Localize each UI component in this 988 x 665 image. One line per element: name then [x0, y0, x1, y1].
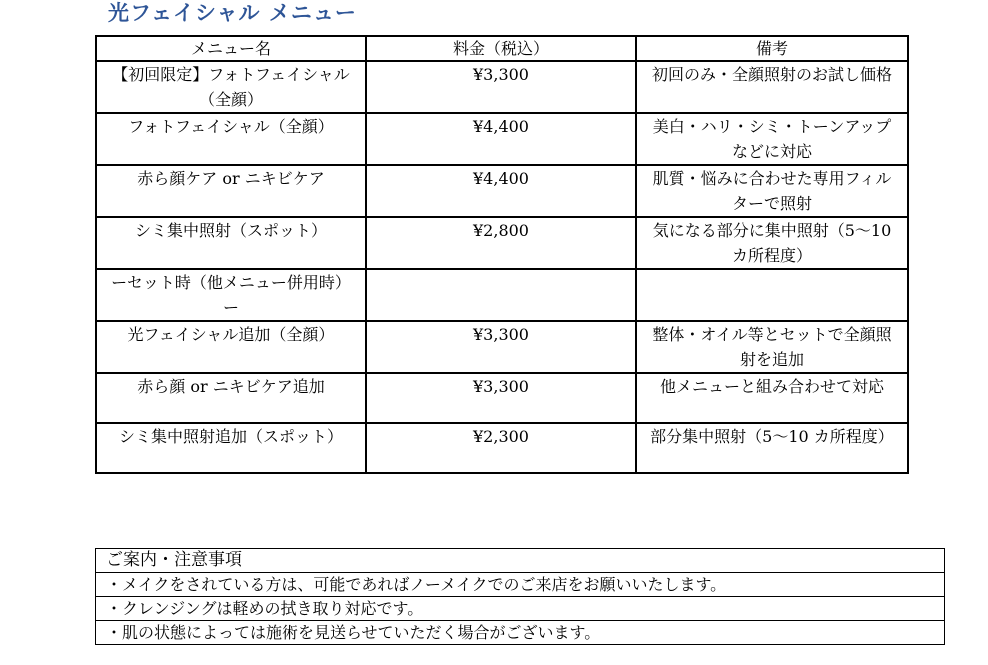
table-row	[96, 373, 908, 423]
column-header-note: 備考	[636, 36, 908, 61]
price-cell	[366, 269, 636, 321]
section-label-cell: ーセット時（他メニュー併用時）ー	[96, 269, 366, 321]
menu-name-cell: フォトフェイシャル（全顔）	[96, 113, 366, 165]
note-cell: 美白・ハリ・シミ・トーンアップなどに対応	[636, 113, 908, 165]
menu-name-cell: シミ集中照射追加（スポット）	[96, 423, 366, 473]
note-cell: 初回のみ・全顔照射のお試し価格	[636, 61, 908, 113]
column-header-menu-name: メニュー名	[96, 36, 366, 61]
column-header-price: 料金（税込）	[366, 36, 636, 61]
menu-name-cell: 赤ら顔 or ニキビケア追加	[96, 373, 366, 423]
note-cell: 気になる部分に集中照射（5〜10 カ所程度）	[636, 217, 908, 269]
price-cell: ¥4,400	[366, 165, 636, 217]
note-cell: 他メニューと組み合わせて対応	[636, 373, 908, 423]
table-row	[96, 423, 908, 473]
menu-name-cell: 【初回限定】フォトフェイシャル（全顔）	[96, 61, 366, 113]
menu-name-cell: シミ集中照射（スポット）	[96, 217, 366, 269]
note-cell: 部分集中照射（5〜10 カ所程度）	[636, 423, 908, 473]
table-header-row	[96, 36, 908, 61]
table-row-section	[96, 269, 908, 321]
menu-name-cell: 赤ら顔ケア or ニキビケア	[96, 165, 366, 217]
note-cell: 整体・オイル等とセットで全顔照射を追加	[636, 321, 908, 373]
table-row	[96, 217, 908, 269]
price-cell: ¥3,300	[366, 321, 636, 373]
notice-item: ・肌の状態によっては施術を見送らせていただく場合がございます。	[96, 621, 945, 645]
price-table	[95, 35, 909, 474]
note-cell	[636, 269, 908, 321]
note-cell: 肌質・悩みに合わせた専用フィルターで照射	[636, 165, 908, 217]
price-cell: ¥2,300	[366, 423, 636, 473]
table-row	[96, 61, 908, 113]
table-row	[96, 321, 908, 373]
menu-name-cell: 光フェイシャル追加（全顔）	[96, 321, 366, 373]
price-cell: ¥3,300	[366, 61, 636, 113]
notice-item: ・クレンジングは軽めの拭き取り対応です。	[96, 597, 945, 621]
notice-heading: ご案内・注意事項	[96, 549, 945, 573]
notice-table	[95, 548, 945, 645]
page-title: 光フェイシャル メニュー	[108, 1, 357, 25]
table-row	[96, 113, 908, 165]
notice-item: ・メイクをされている方は、可能であればノーメイクでのご来店をお願いいたします。	[96, 573, 945, 597]
price-cell: ¥3,300	[366, 373, 636, 423]
price-cell: ¥4,400	[366, 113, 636, 165]
table-row	[96, 165, 908, 217]
price-cell: ¥2,800	[366, 217, 636, 269]
